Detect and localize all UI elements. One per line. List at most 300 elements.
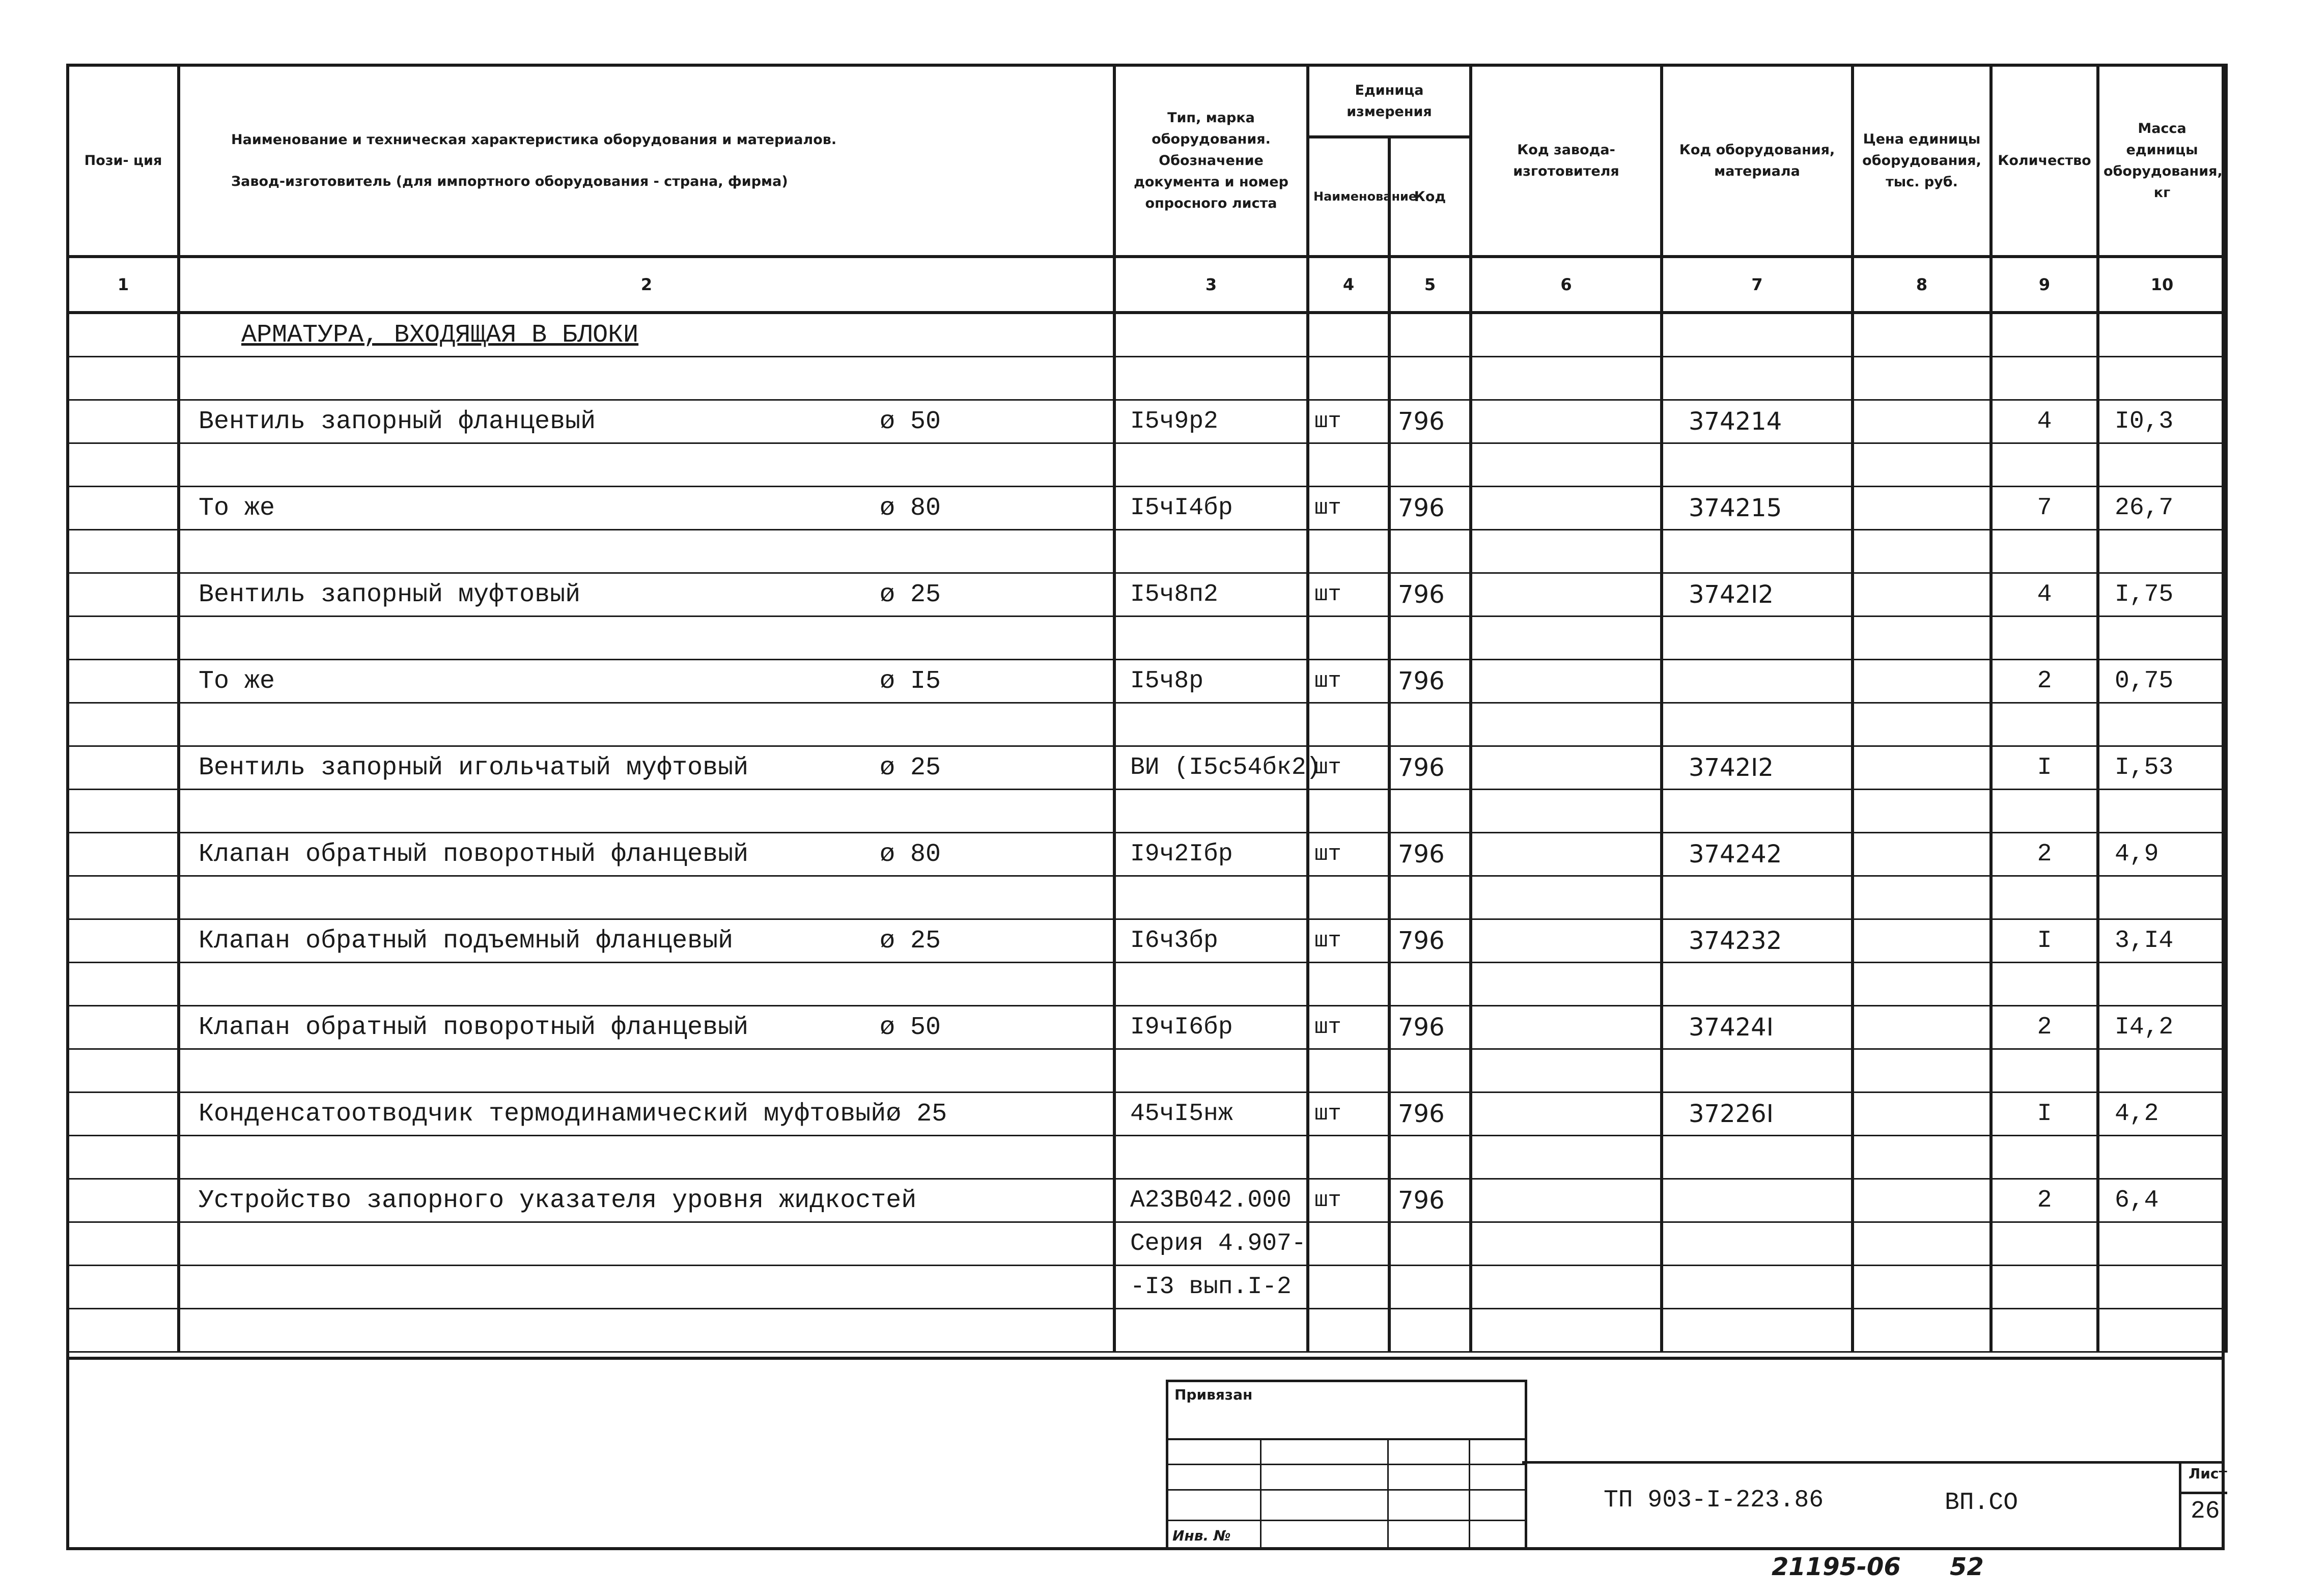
header-factory-code: Код завода-изготовителя — [1471, 65, 1662, 257]
cell — [1389, 1266, 1471, 1309]
position-cell — [68, 400, 179, 443]
item-type: I5ч8п2 — [1114, 573, 1308, 617]
table-row — [68, 660, 2226, 703]
col-number-2: 2 — [179, 257, 1114, 313]
header-type: Тип, марка оборудования. Обозначение документа и номер опросного листа — [1114, 65, 1308, 257]
stamp-inventory-label: Инв. № — [1172, 1527, 1231, 1544]
stamp-line — [1387, 1438, 1389, 1550]
cell — [1308, 617, 1389, 660]
item-unit: шт — [1308, 1093, 1389, 1136]
cell — [1853, 530, 1991, 573]
header-unit-name: Наименование — [1308, 137, 1389, 257]
document-code: ТП 903-I-223.86 — [1604, 1487, 1824, 1514]
cell — [1471, 1049, 1662, 1093]
item-factory-code — [1471, 400, 1662, 443]
item-price — [1853, 400, 1991, 443]
table-row — [68, 919, 2226, 963]
header-price: Цена единицы оборудования, тыс. руб. — [1853, 65, 1991, 257]
cell — [1853, 790, 1991, 833]
col-number-4: 4 — [1308, 257, 1389, 313]
item-type: ВИ (I5с54бк2) — [1114, 746, 1308, 790]
item-mass: I0,3 — [2098, 400, 2226, 443]
item-material-code — [1662, 1179, 1853, 1222]
item-name-wrap — [199, 1186, 1109, 1215]
cell — [1389, 357, 1471, 400]
cell — [2098, 1049, 2226, 1093]
stamp-line — [1168, 1489, 1525, 1491]
cell — [1389, 1136, 1471, 1179]
cell — [179, 1309, 1114, 1352]
header-unit-code: Код — [1389, 137, 1471, 257]
table-bottom-border — [66, 1357, 2225, 1360]
cell — [1991, 1049, 2098, 1093]
position-cell — [68, 1006, 179, 1049]
item-name-wrap — [199, 580, 1109, 609]
item-diameter: ø 80 — [879, 493, 941, 523]
item-name-cell — [179, 660, 1114, 703]
cell — [179, 1049, 1114, 1093]
item-quantity: 2 — [1991, 1179, 2098, 1222]
cell — [1853, 703, 1991, 746]
table-body — [68, 313, 2226, 1352]
cell — [1308, 313, 1389, 357]
position-cell — [68, 487, 179, 530]
item-mass: 6,4 — [2098, 1179, 2226, 1222]
position-cell — [68, 746, 179, 790]
cell — [1662, 703, 1853, 746]
item-name: Клапан обратный подъемный фланцевый — [199, 926, 734, 956]
item-unit-code: 796 — [1389, 400, 1471, 443]
item-material-code: 374215 — [1662, 487, 1853, 530]
cell — [179, 790, 1114, 833]
item-unit-code: 796 — [1389, 660, 1471, 703]
item-type: I5ч9р2 — [1114, 400, 1308, 443]
cell — [1991, 1136, 2098, 1179]
cell — [1114, 357, 1308, 400]
item-name-wrap — [199, 407, 1109, 436]
cell — [68, 790, 179, 833]
sheet-number: 26 — [2191, 1498, 2220, 1525]
table-row — [68, 1093, 2226, 1136]
item-price — [1853, 1006, 1991, 1049]
cell — [1471, 703, 1662, 746]
cell — [1662, 876, 1853, 919]
item-name-cell — [179, 833, 1114, 876]
item-quantity: I — [1991, 746, 2098, 790]
cell — [1471, 963, 1662, 1006]
cell — [1308, 1136, 1389, 1179]
item-name-cell — [179, 573, 1114, 617]
cell — [68, 1266, 179, 1309]
item-diameter: ø 25 — [886, 1099, 947, 1129]
cell — [2098, 963, 2226, 1006]
item-unit: шт — [1308, 1179, 1389, 1222]
item-name-wrap — [199, 840, 1109, 869]
cell — [1114, 790, 1308, 833]
item-quantity: 4 — [1991, 400, 2098, 443]
spacer-row — [68, 617, 2226, 660]
cell — [179, 1136, 1114, 1179]
cell — [1471, 357, 1662, 400]
item-material-code: 374242 — [1662, 833, 1853, 876]
item-material-code: 374214 — [1662, 400, 1853, 443]
spacer-row — [68, 357, 2226, 400]
cell — [68, 530, 179, 573]
item-type-continuation: -I3 вып.I-2 — [1114, 1266, 1308, 1309]
cell — [68, 617, 179, 660]
item-diameter: ø 25 — [879, 580, 941, 609]
cell — [2098, 313, 2226, 357]
cell — [1662, 790, 1853, 833]
cell — [1853, 1309, 1991, 1352]
item-price — [1853, 833, 1991, 876]
item-diameter: ø 50 — [879, 1013, 941, 1042]
cell — [1308, 530, 1389, 573]
cell — [1471, 443, 1662, 487]
cell — [1308, 876, 1389, 919]
cell — [2098, 1222, 2226, 1266]
sheet-label: Лист — [2189, 1465, 2227, 1482]
cell — [1389, 876, 1471, 919]
cell — [68, 357, 179, 400]
item-unit-code: 796 — [1389, 1006, 1471, 1049]
cell — [179, 1266, 1114, 1309]
cell — [1471, 1266, 1662, 1309]
cell — [2098, 790, 2226, 833]
cell — [1389, 703, 1471, 746]
item-unit: шт — [1308, 1006, 1389, 1049]
item-factory-code — [1471, 487, 1662, 530]
col-number-3: 3 — [1114, 257, 1308, 313]
cell — [1308, 443, 1389, 487]
stamp-line — [1168, 1438, 1525, 1440]
item-type-continuation: Серия 4.907- — [1114, 1222, 1308, 1266]
cell — [1662, 617, 1853, 660]
item-type: I5чI4бр — [1114, 487, 1308, 530]
item-name-wrap — [199, 494, 1109, 523]
spacer-row — [68, 443, 2226, 487]
stamp-line — [1168, 1520, 1525, 1521]
item-diameter: ø 80 — [879, 839, 941, 869]
cell — [68, 443, 179, 487]
cell — [1114, 703, 1308, 746]
position-cell — [68, 1179, 179, 1222]
item-type: I9чI6бр — [1114, 1006, 1308, 1049]
item-name-cell — [179, 1179, 1114, 1222]
section-title-cell — [179, 313, 1114, 357]
cell — [1471, 530, 1662, 573]
item-name-cell — [179, 400, 1114, 443]
cell — [1853, 1222, 1991, 1266]
cell — [68, 703, 179, 746]
col-number-5: 5 — [1389, 257, 1471, 313]
cell — [2098, 1266, 2226, 1309]
cell — [1853, 357, 1991, 400]
cell — [179, 1222, 1114, 1266]
cell — [1389, 313, 1471, 357]
item-name-wrap — [199, 667, 1109, 696]
item-factory-code — [1471, 919, 1662, 963]
cell — [1853, 617, 1991, 660]
cell — [1853, 1049, 1991, 1093]
cell — [68, 1222, 179, 1266]
item-factory-code — [1471, 1006, 1662, 1049]
cell — [1389, 1309, 1471, 1352]
cell — [1853, 963, 1991, 1006]
cell — [1991, 703, 2098, 746]
cell — [1991, 963, 2098, 1006]
item-unit: шт — [1308, 919, 1389, 963]
cell — [1853, 443, 1991, 487]
item-unit: шт — [1308, 833, 1389, 876]
spacer-row — [68, 963, 2226, 1006]
cell — [2098, 617, 2226, 660]
cell — [1991, 1266, 2098, 1309]
cell — [1114, 617, 1308, 660]
item-quantity: 7 — [1991, 487, 2098, 530]
item-mass: I,53 — [2098, 746, 2226, 790]
item-type: I9ч2Iбр — [1114, 833, 1308, 876]
item-unit-code: 796 — [1389, 573, 1471, 617]
cell — [1662, 1309, 1853, 1352]
item-type: I5ч8р — [1114, 660, 1308, 703]
cell — [179, 357, 1114, 400]
cell — [1114, 1309, 1308, 1352]
item-name: То же — [199, 666, 275, 696]
archive-number: 21195-06 — [1772, 1553, 1901, 1581]
cell — [68, 1049, 179, 1093]
header-quantity: Количество — [1991, 65, 2098, 257]
frame-base-border — [66, 1547, 2225, 1550]
item-type: I6ч3бр — [1114, 919, 1308, 963]
cell — [1114, 1049, 1308, 1093]
col-number-1: 1 — [68, 257, 179, 313]
table-row — [68, 1266, 2226, 1309]
item-mass: 26,7 — [2098, 487, 2226, 530]
cell — [1853, 313, 1991, 357]
item-name: Клапан обратный поворотный фланцевый — [199, 1013, 749, 1042]
cell — [1853, 1136, 1991, 1179]
table-row — [68, 1179, 2226, 1222]
col-number-10: 10 — [2098, 257, 2226, 313]
item-name: То же — [199, 493, 275, 523]
cell — [1389, 1049, 1471, 1093]
item-mass: 3,I4 — [2098, 919, 2226, 963]
position-cell — [68, 1093, 179, 1136]
item-factory-code — [1471, 833, 1662, 876]
item-material-code — [1662, 660, 1853, 703]
item-unit: шт — [1308, 487, 1389, 530]
cell — [2098, 1309, 2226, 1352]
sheet-box — [2179, 1461, 2227, 1550]
cell — [1991, 530, 2098, 573]
item-unit-code: 796 — [1389, 1093, 1471, 1136]
item-name-cell — [179, 487, 1114, 530]
item-unit-code: 796 — [1389, 746, 1471, 790]
item-price — [1853, 660, 1991, 703]
cell — [1991, 313, 2098, 357]
item-factory-code — [1471, 1093, 1662, 1136]
cell — [2098, 1136, 2226, 1179]
item-quantity: 2 — [1991, 660, 2098, 703]
cell — [1662, 1266, 1853, 1309]
item-quantity: 2 — [1991, 833, 2098, 876]
item-diameter: ø I5 — [879, 666, 941, 696]
spacer-row — [68, 530, 2226, 573]
item-mass: I,75 — [2098, 573, 2226, 617]
item-name-wrap — [199, 1013, 1109, 1042]
header-name — [179, 65, 1114, 257]
cell — [1662, 443, 1853, 487]
cell — [1662, 530, 1853, 573]
stamp-line — [1260, 1438, 1261, 1550]
document-mark: ВП.СО — [1945, 1489, 2018, 1517]
cell — [1114, 1136, 1308, 1179]
cell — [2098, 357, 2226, 400]
item-factory-code — [1471, 746, 1662, 790]
item-quantity: I — [1991, 919, 2098, 963]
cell — [1853, 1266, 1991, 1309]
cell — [1662, 357, 1853, 400]
cell — [1991, 1222, 2098, 1266]
item-price — [1853, 746, 1991, 790]
cell — [1991, 876, 2098, 919]
table-row — [68, 400, 2226, 443]
position-cell — [68, 573, 179, 617]
cell — [1471, 617, 1662, 660]
item-price — [1853, 919, 1991, 963]
cell — [68, 1309, 179, 1352]
item-mass: 4,2 — [2098, 1093, 2226, 1136]
item-price — [1853, 1093, 1991, 1136]
item-unit: шт — [1308, 400, 1389, 443]
item-type: А23В042.000 — [1114, 1179, 1308, 1222]
cell — [179, 443, 1114, 487]
cell — [1308, 1309, 1389, 1352]
item-unit: шт — [1308, 573, 1389, 617]
cell — [1308, 1266, 1389, 1309]
cell — [1991, 790, 2098, 833]
stamp-approved-label: Привязан — [1174, 1386, 1253, 1403]
spacer-row — [68, 703, 2226, 746]
specification-table — [66, 64, 2228, 1353]
cell — [1389, 617, 1471, 660]
table-row — [68, 1006, 2226, 1049]
cell — [1389, 1222, 1471, 1266]
item-name: Устройство запорного указателя уровня жидкостей — [199, 1186, 917, 1215]
cell — [1991, 617, 2098, 660]
cell — [1471, 1309, 1662, 1352]
position-cell — [68, 833, 179, 876]
cell — [179, 876, 1114, 919]
cell — [1308, 703, 1389, 746]
item-diameter: ø 25 — [879, 753, 941, 782]
item-price — [1853, 487, 1991, 530]
title-block-top-line — [1522, 1461, 2225, 1464]
item-name: Вентиль запорный муфтовый — [199, 580, 581, 609]
header-name-line1: Наименование и техническая характеристика оборудования и материалов. — [231, 132, 837, 148]
col-number-7: 7 — [1662, 257, 1853, 313]
item-name-wrap — [199, 927, 1109, 956]
cell — [1308, 1049, 1389, 1093]
cell — [179, 703, 1114, 746]
item-factory-code — [1471, 660, 1662, 703]
item-name-cell — [179, 919, 1114, 963]
item-mass: 4,9 — [2098, 833, 2226, 876]
table-row — [68, 833, 2226, 876]
cell — [1471, 790, 1662, 833]
position-cell — [68, 919, 179, 963]
header-unit-group: Единица измерения — [1308, 65, 1471, 137]
table-row — [68, 573, 2226, 617]
item-mass: I4,2 — [2098, 1006, 2226, 1049]
cell — [1389, 530, 1471, 573]
approval-stamp — [1166, 1380, 1527, 1550]
cell — [1114, 963, 1308, 1006]
item-name-cell — [179, 1006, 1114, 1049]
cell — [1114, 876, 1308, 919]
spacer-row — [68, 1049, 2226, 1093]
item-name-wrap — [199, 1100, 1109, 1129]
item-name: Вентиль запорный игольчатый муфтовый — [199, 753, 749, 782]
item-name: Вентиль запорный фланцевый — [199, 407, 596, 436]
item-name: Конденсатоотводчик термодинамический муфтовый — [199, 1099, 886, 1129]
cell — [1308, 357, 1389, 400]
item-unit-code: 796 — [1389, 833, 1471, 876]
item-name-cell — [179, 1093, 1114, 1136]
table-row — [68, 487, 2226, 530]
cell — [1853, 876, 1991, 919]
cell — [1114, 530, 1308, 573]
cell — [1471, 876, 1662, 919]
header-material-code: Код оборудования, материала — [1662, 65, 1853, 257]
item-unit: шт — [1308, 746, 1389, 790]
stamp-line — [1469, 1438, 1470, 1550]
cell — [1662, 313, 1853, 357]
header-position: Пози- ция — [68, 65, 179, 257]
cell — [68, 963, 179, 1006]
item-unit: шт — [1308, 660, 1389, 703]
cell — [1389, 790, 1471, 833]
item-price — [1853, 573, 1991, 617]
cell — [1114, 443, 1308, 487]
item-name-wrap — [199, 753, 1109, 782]
item-quantity: 4 — [1991, 573, 2098, 617]
item-name-cell — [179, 746, 1114, 790]
header-mass: Масса единицы оборудования, кг — [2098, 65, 2226, 257]
item-type: 45чI5нж — [1114, 1093, 1308, 1136]
stamp-line — [1168, 1464, 1525, 1465]
position-cell — [68, 660, 179, 703]
cell — [1471, 313, 1662, 357]
sheet-box-divider — [2181, 1492, 2227, 1494]
cell — [1471, 1136, 1662, 1179]
item-price — [1853, 1179, 1991, 1222]
cell — [68, 1136, 179, 1179]
item-factory-code — [1471, 1179, 1662, 1222]
cell — [1308, 790, 1389, 833]
item-material-code: 37424I — [1662, 1006, 1853, 1049]
cell — [1662, 1049, 1853, 1093]
cell — [179, 963, 1114, 1006]
cell — [1662, 1136, 1853, 1179]
header-name-line2: Завод-изготовитель (для импортного оборудования - страна, фирма) — [231, 174, 788, 189]
item-diameter: ø 25 — [879, 926, 941, 956]
cell — [179, 617, 1114, 660]
cell — [1471, 1222, 1662, 1266]
item-quantity: I — [1991, 1093, 2098, 1136]
col-number-6: 6 — [1471, 257, 1662, 313]
